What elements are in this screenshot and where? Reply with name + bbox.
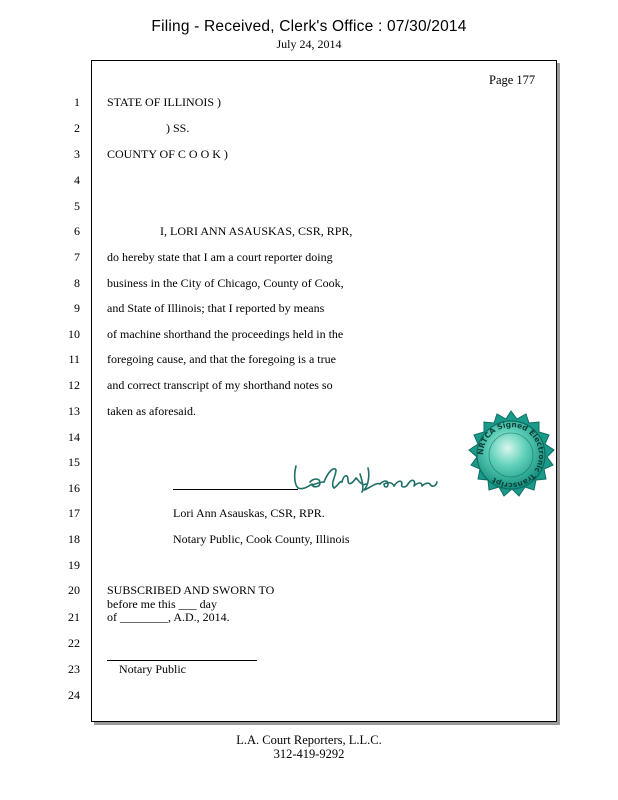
line-12-text: and correct transcript of my shorthand notes so — [107, 378, 333, 392]
line-number: 18 — [68, 532, 80, 546]
filing-stamp: Filing - Received, Clerk's Office : 07/30/2014 — [151, 18, 467, 35]
line-11-text: foregoing cause, and that the foregoing is a true — [107, 352, 336, 366]
line-number: 16 — [68, 481, 80, 495]
line-number: 10 — [68, 327, 80, 341]
line-number: 6 — [74, 224, 80, 238]
electronic-transcript-seal-icon — [466, 410, 556, 505]
line-3-text: COUNTY OF C O O K ) — [107, 147, 228, 161]
line-9-text: and State of Illinois; that I reported by means — [107, 301, 325, 315]
line-8-text: business in the City of Chicago, County of Cook, — [107, 276, 344, 290]
line-number: 13 — [68, 404, 80, 418]
line-number: 3 — [74, 147, 80, 161]
line-10-text: of machine shorthand the proceedings held in the — [107, 327, 344, 341]
line-number: 24 — [68, 688, 80, 702]
line-number: 5 — [74, 199, 80, 213]
signature-line — [173, 489, 298, 490]
footer-company: L.A. Court Reporters, L.L.C. — [236, 733, 382, 747]
subscribed-sworn-text: SUBSCRIBED AND SWORN TO — [107, 583, 275, 597]
line-number: 12 — [68, 378, 80, 392]
line-number: 22 — [68, 636, 80, 650]
line-number: 1 — [74, 95, 80, 109]
notary-signature-line — [107, 660, 257, 661]
date-line-text: of ________, A.D., 2014. — [107, 610, 230, 624]
line-number: 9 — [74, 301, 80, 315]
line-number: 11 — [68, 352, 80, 366]
line-number: 15 — [68, 455, 80, 469]
line-1-text: STATE OF ILLINOIS ) — [107, 95, 222, 109]
signature-text: Lori Ann Asauskas — [290, 460, 298, 461]
line-7-text: do hereby state that I am a court reporter doing — [107, 250, 333, 264]
line-number: 8 — [74, 276, 80, 290]
line-2-text: ) SS. — [166, 121, 190, 135]
line-number: 21 — [68, 610, 80, 624]
line-6-text: I, LORI ANN ASAUSKAS, CSR, RPR, — [160, 224, 353, 238]
line-number: 19 — [68, 558, 80, 572]
reporter-signature — [290, 460, 440, 501]
reporter-name: Lori Ann Asauskas, CSR, RPR. — [173, 506, 325, 520]
line-13-text: taken as aforesaid. — [107, 404, 196, 418]
line-number: 7 — [74, 250, 80, 264]
transcript-date: July 24, 2014 — [276, 37, 342, 51]
line-number: 23 — [68, 662, 80, 676]
line-number: 17 — [68, 506, 80, 520]
line-number: 20 — [68, 583, 80, 597]
page-number: Page 177 — [489, 73, 536, 87]
footer-phone: 312-419-9292 — [273, 747, 345, 761]
line-number: 4 — [74, 173, 80, 187]
seal-text: NRTCA Signed Electronic Transcript — [475, 419, 547, 491]
reporter-title: Notary Public, Cook County, Illinois — [173, 532, 350, 546]
before-me-text: before me this ___ day — [107, 597, 217, 611]
notary-public-label: Notary Public — [119, 662, 186, 676]
line-number: 14 — [68, 430, 80, 444]
line-number: 2 — [74, 121, 80, 135]
